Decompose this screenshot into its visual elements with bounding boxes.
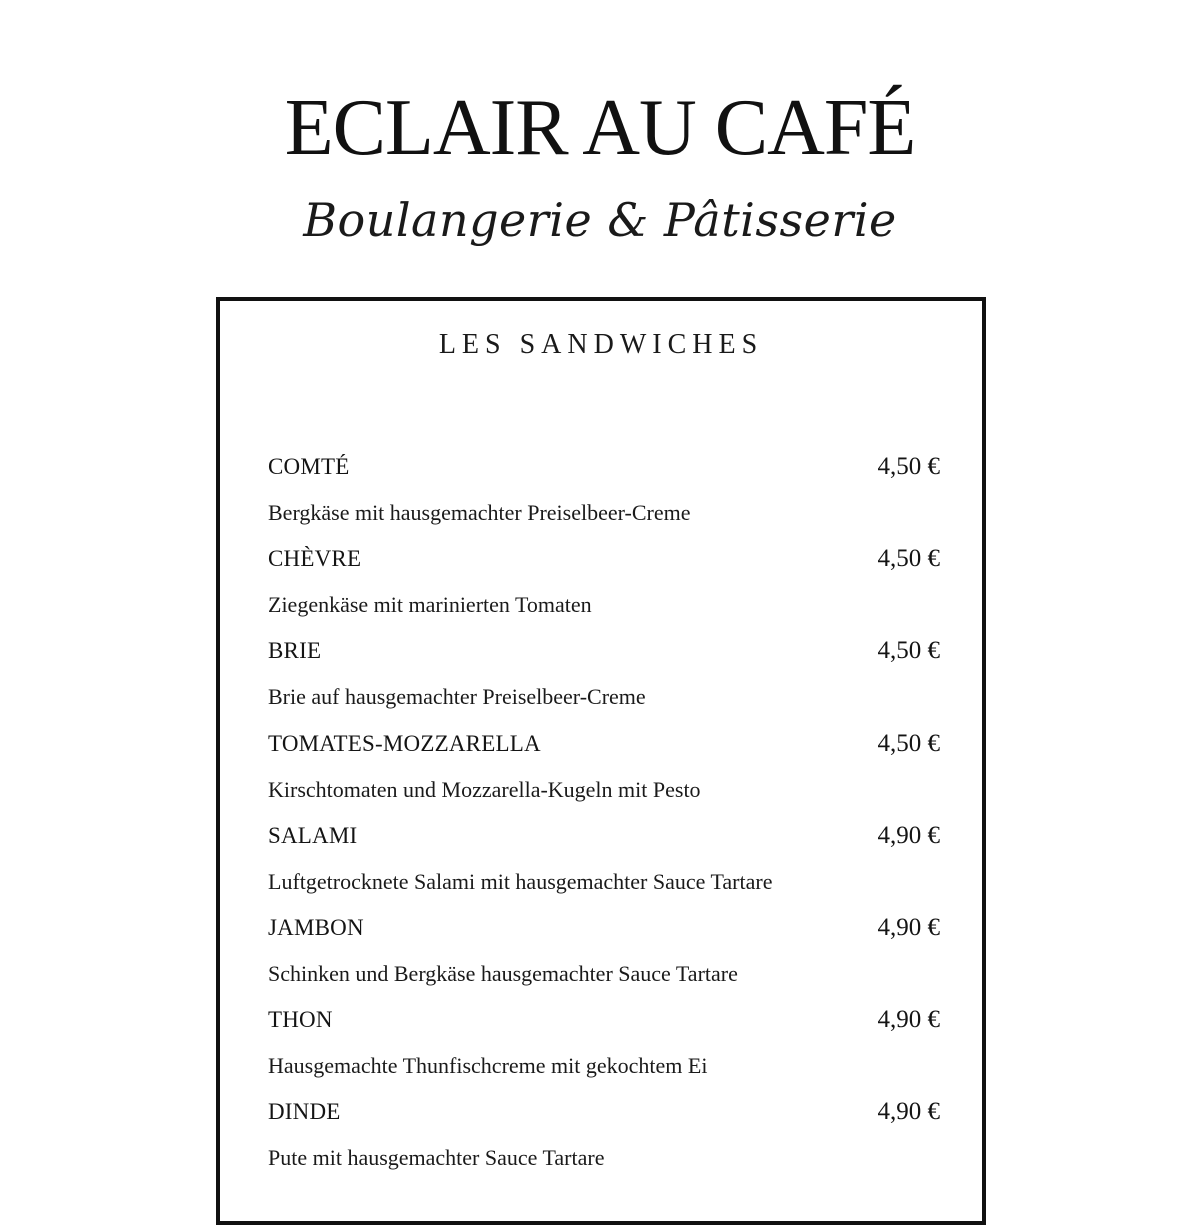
item-price: 4,90 €: [877, 913, 940, 941]
menu-item: [264, 816, 940, 908]
menu-item: [264, 908, 940, 1000]
item-price: 4,90 €: [877, 1006, 940, 1034]
item-name: SALAMI: [268, 822, 358, 848]
item-price: 4,90 €: [877, 821, 940, 849]
item-name: BRIE: [268, 638, 322, 664]
item-name: CHÈVRE: [268, 546, 362, 572]
item-description: Hausgemachte Thunfischcreme mit gekochtem Ei: [268, 1053, 708, 1079]
item-name: TOMATES-MOZZARELLA: [268, 730, 541, 756]
menu-card: [216, 297, 986, 1225]
item-description: Pute mit hausgemachter Sauce Tartare: [268, 1145, 605, 1171]
menu-item: [264, 631, 940, 723]
menu-item: [264, 1000, 940, 1092]
item-description: Luftgetrocknete Salami mit hausgemachter Sauce Tartare: [268, 868, 773, 894]
item-name: JAMBON: [268, 914, 364, 940]
menu-item: [264, 1092, 940, 1184]
item-price: 4,50 €: [877, 453, 940, 480]
brand-title: ECLAIR AU CAFÉ: [284, 84, 916, 172]
item-description: Ziegenkäse mit marinierten Tomaten: [268, 592, 592, 618]
section-title: LES SANDWICHES: [438, 329, 764, 360]
item-name: THON: [268, 1007, 333, 1033]
menu-item: [264, 447, 940, 539]
menu-item: [264, 724, 940, 816]
menu-list: [264, 447, 940, 1185]
item-description: Kirschtomaten und Mozzarella-Kugeln mit Pesto: [268, 776, 701, 802]
item-price: 4,90 €: [877, 1098, 940, 1126]
item-price: 4,50 €: [877, 637, 940, 665]
item-description: Brie auf hausgemachter Preiselbeer-Creme: [268, 684, 646, 710]
menu-item: [264, 539, 940, 631]
brand-subtitle: Boulangerie & Pâtisserie: [303, 193, 897, 247]
item-description: Bergkäse mit hausgemachter Preiselbeer-Creme: [268, 500, 691, 525]
item-description: Schinken und Bergkäse hausgemachter Sauce Tartare: [268, 960, 738, 986]
item-name: COMTÉ: [268, 454, 350, 479]
item-price: 4,50 €: [877, 729, 940, 757]
item-name: DINDE: [268, 1099, 341, 1125]
item-price: 4,50 €: [877, 545, 940, 573]
